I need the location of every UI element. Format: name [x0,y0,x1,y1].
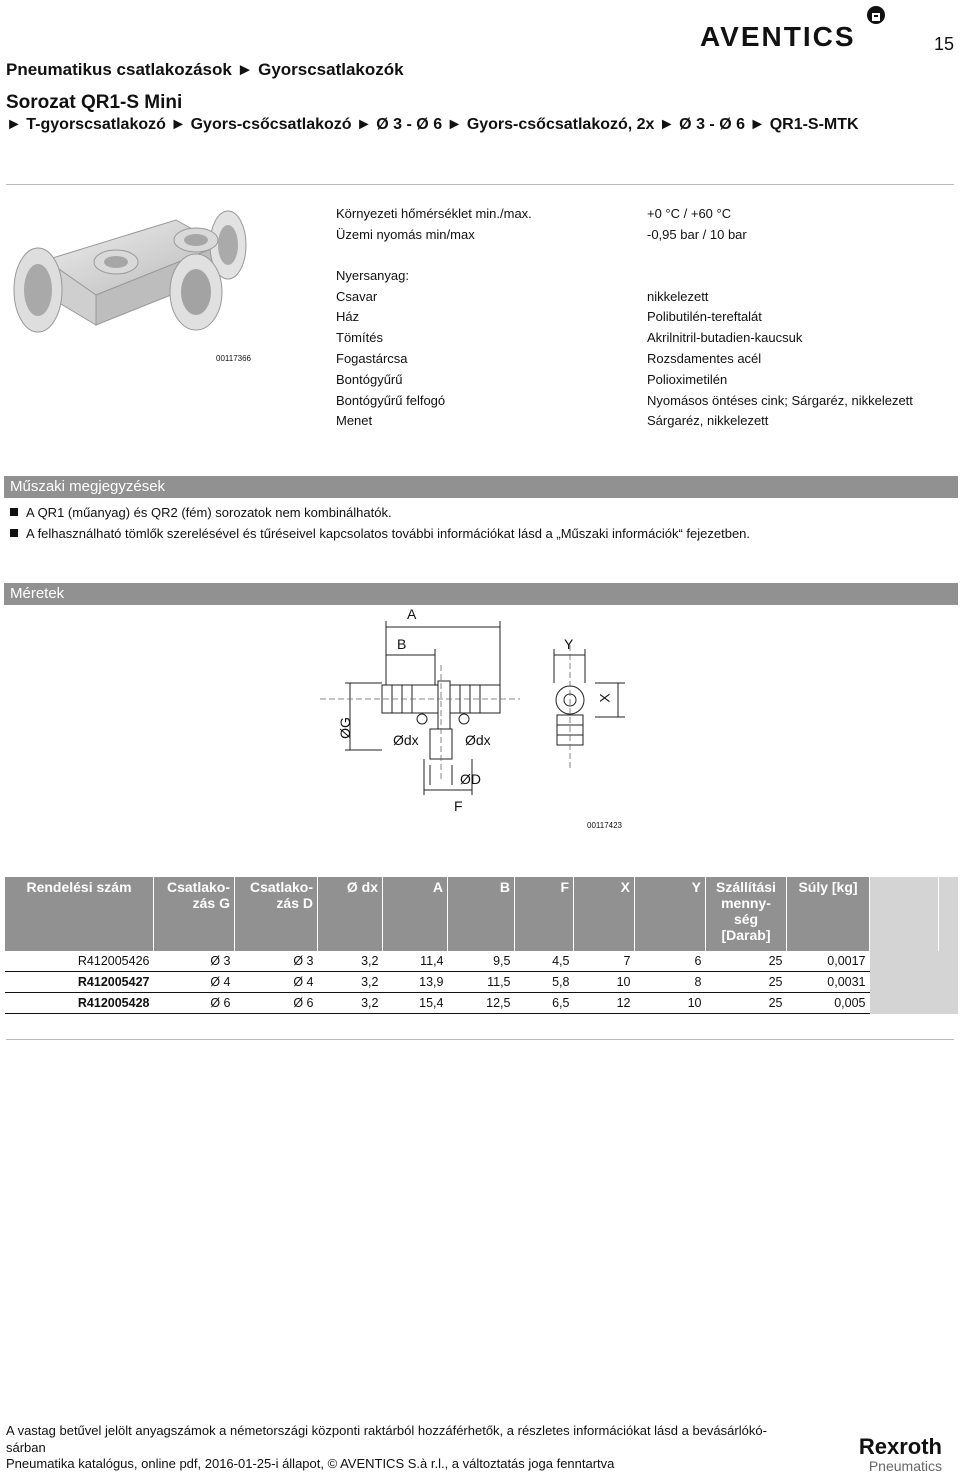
spec-value: -0,95 bar / 10 bar [647,227,747,242]
material-value: nikkelezett [647,289,709,304]
dim-label-dx-left: Ødx [393,732,419,748]
table-cell: 0,0017 [787,951,870,972]
col-header: Súly [kg] [787,877,870,951]
col-header: Rendelési szám [5,877,154,951]
dim-label-y: Y [564,636,574,652]
table-cell: 3,2 [318,951,383,972]
table-row [5,993,959,1014]
material-value: Nyomásos öntéses cink; Sárgaréz, nikkelezett [647,393,913,408]
table-cell: 25 [706,951,787,972]
bullet-square-icon [10,508,18,516]
dim-label-d: ØD [460,771,481,787]
order-number: R412005426 [5,951,154,972]
col-header: Szállítási menny- ség [Darab] [706,877,787,951]
table-cell: Ø 3 [154,951,235,972]
dim-label-a: A [407,606,417,622]
col-header: Csatlako- zás D [235,877,318,951]
table-cell: 10 [635,993,706,1014]
product-photo [6,200,256,350]
dim-label-f: F [454,798,463,814]
table-cell-spacer [939,993,959,1014]
spec-label: Környezeti hőmérséklet min./max. [336,206,532,221]
materials-heading: Nyersanyag: [336,268,409,283]
table-cell: 12 [574,993,635,1014]
dim-label-b: B [397,636,407,652]
order-table [4,877,958,1014]
table-cell: 11,5 [448,972,515,993]
table-cell: 25 [706,993,787,1014]
material-value: Rozsdamentes acél [647,351,762,366]
col-header: F [515,877,574,951]
table-cell: 12,5 [448,993,515,1014]
table-cell: Ø 3 [235,951,318,972]
material-label: Menet [336,413,373,428]
table-row [5,972,959,993]
material-value: Akrilnitril-butadien-kaucsuk [647,330,803,345]
product-path: ► T-gyorscsatlakozó ► Gyors-csőcsatlakozó ► Ø 3 - Ø 6 ► Gyors-csőcsatlakozó, 2x ► Ø 3 - Ø 6 ► QR1-S-MTK [6,116,859,133]
table-row [5,951,959,972]
table-cell: 11,4 [383,951,448,972]
aventics-logo [700,2,886,50]
table-cell: 10 [574,972,635,993]
pneumatics-label: Pneumatics [868,1458,942,1474]
header-rule [6,184,954,185]
table-cell: 6 [635,951,706,972]
dim-label-dx-right: Ødx [465,732,491,748]
material-label: Bontógyűrű felfogó [336,393,446,408]
col-header-spacer [870,877,939,951]
table-cell-spacer [939,972,959,993]
svg-text:AVENTICS: AVENTICS [700,21,856,50]
material-value: Sárgaréz, nikkelezett [647,413,769,428]
spec-value: +0 °C / +60 °C [647,206,732,221]
table-cell: 25 [706,972,787,993]
table-cell: 8 [635,972,706,993]
table-cell: 6,5 [515,993,574,1014]
table-cell: Ø 6 [154,993,235,1014]
material-value: Polioximetilén [647,372,728,387]
table-cell: 4,5 [515,951,574,972]
table-cell: Ø 4 [235,972,318,993]
dim-label-g: ØG [336,717,353,739]
table-cell: 0,005 [787,993,870,1014]
series-title: Sorozat QR1-S Mini [6,92,183,113]
footer-note-line1: A vastag betűvel jelölt anyagszámok a németországi központi raktárból hozzáférhetők, a részletes információkat lásd a bevásárlókó- [6,1423,767,1438]
material-label: Csavar [336,289,378,304]
footer-note-line2: sárban [6,1440,46,1455]
table-header-row [5,877,959,951]
table-cell-spacer [870,993,939,1014]
footer-catalog: Pneumatika katalógus, online pdf, 2016-01-25-i állapot, © AVENTICS S.à r.l., a változtatás joga fenntartva [6,1456,615,1471]
table-cell: 5,8 [515,972,574,993]
table-cell: 0,0031 [787,972,870,993]
table-cell-spacer [870,972,939,993]
material-label: Tömítés [336,330,383,345]
note-item [10,526,750,541]
table-bottom-rule [6,1039,954,1040]
table-cell: Ø 6 [235,993,318,1014]
table-cell: Ø 4 [154,972,235,993]
note-item [10,505,392,520]
material-label: Ház [336,309,360,324]
order-number: R412005427 [5,972,154,993]
rexroth-logo: Rexroth [858,1434,942,1459]
material-value: Polibutilén-tereftalát [647,309,762,324]
col-header: B [448,877,515,951]
table-cell-spacer [939,951,959,972]
note-text: A felhasználható tömlők szerelésével és tűréseivel kapcsolatos további információkat lásd a „Műszaki információk“ fejezetben. [26,526,751,541]
note-text: A QR1 (műanyag) és QR2 (fém) sorozatok nem kombinálhatók. [26,505,392,520]
col-header: Csatlako- zás G [154,877,235,951]
material-label: Bontógyűrű [336,372,403,387]
table-cell: 3,2 [318,993,383,1014]
table-cell: 15,4 [383,993,448,1014]
dimensions-title: Méretek [4,583,958,605]
col-header: Ø dx [318,877,383,951]
page-number: 15 [933,34,954,54]
table-cell: 7 [574,951,635,972]
material-label: Fogastárcsa [336,351,408,366]
drawing-id: 00117423 [587,821,622,830]
category-title: Pneumatikus csatlakozások ► Gyorscsatlakozók [6,60,404,79]
order-number: R412005428 [5,993,154,1014]
notes-title: Műszaki megjegyzések [4,476,958,498]
table-cell-spacer [870,951,939,972]
bullet-square-icon [10,529,18,537]
spec-label: Üzemi nyomás min/max [336,227,475,242]
table-cell: 9,5 [448,951,515,972]
col-header: A [383,877,448,951]
col-header-spacer [939,877,959,951]
col-header: Y [635,877,706,951]
photo-id: 00117366 [216,354,251,363]
table-cell: 3,2 [318,972,383,993]
col-header: X [574,877,635,951]
table-cell: 13,9 [383,972,448,993]
dimension-drawing [320,605,640,830]
dim-label-x: X [596,693,613,703]
